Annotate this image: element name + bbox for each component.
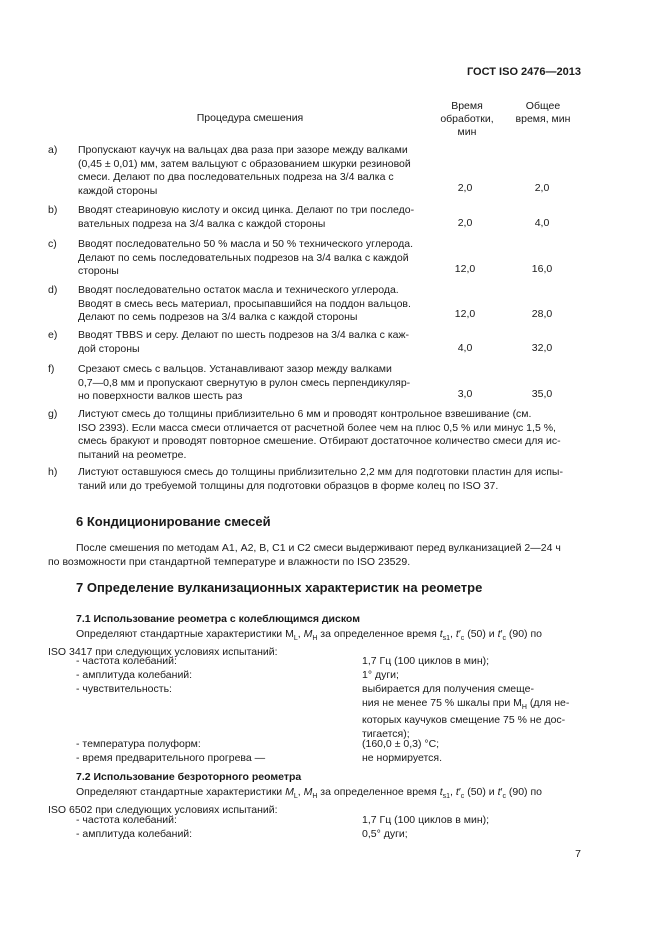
section-6-title: 6 Кондиционирование смесей (76, 514, 271, 529)
text-line: пытаний на реометре. (78, 448, 187, 461)
text-line: выбирается для получения смеще- (362, 683, 534, 695)
step-letter: g) (48, 408, 58, 420)
subsection-7-2-title: 7.2 Использование безроторного реометра (76, 771, 302, 783)
text-line: ISO 3417 при следующих условиях испытаний: (48, 645, 278, 658)
text-line: Пропускают каучук на вальцах два раза при зазоре между валками (78, 144, 408, 156)
text-line: но поверхности валков шесть раз (78, 390, 243, 403)
condition-label: - время предварительного прогрева — (76, 752, 266, 764)
step-total: 16,0 (531, 263, 553, 275)
step-total: 2,0 (534, 182, 550, 194)
text-line: 0,7—0,8 мм и пропускают свернутую в рулон смесь перпендикуляр- (78, 376, 411, 389)
step-total: 32,0 (531, 342, 553, 354)
text-line: Вводят стеариновую кислоту и оксид цинка. Делают по три последо- (78, 204, 415, 216)
step-text (78, 466, 583, 493)
text-line: Вводят последовательно остаток масла и технического углерода. (78, 284, 399, 296)
condition-label: - амплитуда колебаний: (76, 669, 193, 681)
text-line: смесь бракуют и проводят повторное смешение. Отбирают достаточное количество смеси для ис- (78, 435, 561, 448)
condition-label: - чувствительность: (76, 683, 172, 695)
col-time-line: мин (457, 126, 477, 138)
text-line: Вводят в смесь весь материал, просыпавшийся на поддон вальцов. (78, 297, 411, 310)
step-letter: a) (48, 144, 58, 156)
text-line: ния не менее 75 % шкалы при $M_H$ (для не- (362, 696, 570, 711)
col-time-line: обработки, (440, 113, 494, 125)
condition-value: 1,7 Гц (100 циклов в мин); (362, 655, 490, 667)
step-letter: h) (48, 466, 58, 478)
condition-value (362, 683, 582, 741)
text-line: ISO 2393). Если масса смеси отличается от расчетной более чем на плюс 0,5 % или минус 1,5 %, (78, 421, 556, 434)
step-text (78, 204, 430, 231)
step-total: 35,0 (531, 388, 553, 400)
section-6-text (48, 542, 583, 569)
condition-value: (160,0 ± 0,3) °С; (362, 738, 440, 750)
condition-value: 0,5° дуги; (362, 828, 408, 840)
text-line: таний или до требуемой толщины для подготовки образцов в форме колец по ISO 37. (78, 479, 499, 492)
text-line: тигается); (362, 727, 410, 740)
text-line: Вводят последовательно 50 % масла и 50 % технического углерода. (78, 238, 413, 250)
intro-text: Определяют стандартные характеристики M (76, 628, 294, 640)
step-letter: b) (48, 204, 58, 216)
text-line: дой стороны (78, 342, 140, 355)
text-line: смеси. Делают по два последовательных подреза на 3/4 валка с (78, 171, 394, 184)
condition-label: - температура полуформ: (76, 738, 201, 750)
step-time: 3,0 (457, 388, 473, 400)
standard-header: ГОСТ ISO 2476—2013 (466, 66, 581, 78)
text-line: Определяют стандартные характеристики $M_L$, $M_H$ за определенное время $t_{s1}$, $t'_c$ (50) и $t'_c$ (90) по (76, 628, 543, 643)
col-time-header (432, 100, 502, 139)
text-line: Листуют смесь до толщины приблизительно 6 мм и проводят контрольное взвешивание (см. (78, 408, 532, 420)
step-text (78, 408, 583, 462)
text-line: Делают по семь последовательных подрезов на 3/4 валка с каждой (78, 251, 409, 264)
col-total-line: Общее (525, 100, 561, 112)
section-7-title: 7 Определение вулканизационных характеристик на реометре (76, 580, 483, 595)
text-line: Срезают смесь с вальцов. Устанавливают зазор между валками (78, 363, 392, 375)
step-text (78, 144, 430, 198)
text-line: Определяют стандартные характеристики $M_L$, $M_H$ за определенное время $t_{s1}$, $t'_c$ (50) и $t'_c$ (90) по (76, 786, 543, 801)
step-time: 2,0 (457, 182, 473, 194)
col-procedure-header: Процедура смешения (196, 112, 304, 124)
text-line: стороны (78, 265, 119, 278)
condition-label: - частота колебаний: (76, 814, 177, 826)
step-total: 28,0 (531, 308, 553, 320)
col-time-line: Время (451, 100, 483, 112)
text-line: После смешения по методам А1, А2, В, С1 и С2 смеси выдерживают перед вулканизацией 2—24 ч (76, 542, 561, 554)
condition-value: 1° дуги; (362, 669, 399, 681)
text-line: Делают по семь подрезов на 3/4 валка с каждой стороны (78, 311, 358, 324)
step-text (78, 284, 430, 325)
text-line: которых каучуков смещение 75 % не дос- (362, 714, 566, 727)
step-text (78, 238, 430, 279)
text-line: по возможности при стандартной температуре и влажности по ISO 23529. (48, 555, 411, 568)
step-text (78, 329, 430, 356)
step-time: 12,0 (454, 308, 476, 320)
text-part: ния не менее 75 % шкалы при M (362, 696, 522, 709)
step-letter: c) (48, 238, 57, 250)
step-total: 4,0 (534, 217, 550, 229)
subsection-7-1-title: 7.1 Использование реометра с колеблющимся диском (76, 613, 360, 625)
col-total-line: время, мин (515, 113, 571, 125)
subsection-7-2-intro (48, 786, 583, 817)
text-line: каждой стороны (78, 184, 158, 197)
col-total-header (508, 100, 578, 126)
step-text (78, 363, 430, 404)
text-line: вательных подреза на 3/4 валка с каждой стороны (78, 217, 326, 230)
text-line: Листуют оставшуюся смесь до толщины приблизительно 2,2 мм для подготовки пластин для испы- (78, 466, 563, 478)
step-time: 2,0 (457, 217, 473, 229)
page-number: 7 (575, 848, 581, 860)
text-line: Вводят TBBS и серу. Делают по шесть подрезов на 3/4 валка с каж- (78, 329, 410, 341)
condition-value: не нормируется. (362, 752, 443, 764)
step-time: 12,0 (454, 263, 476, 275)
step-time: 4,0 (457, 342, 473, 354)
text-line: (0,45 ± 0,01) мм, затем вальцуют с образованием шкурки резиновой (78, 157, 411, 170)
text-line: ISO 6502 при следующих условиях испытаний: (48, 803, 278, 816)
step-letter: f) (48, 363, 55, 375)
condition-value: 1,7 Гц (100 циклов в мин); (362, 814, 490, 826)
step-letter: d) (48, 284, 58, 296)
step-letter: e) (48, 329, 58, 341)
condition-label: - амплитуда колебаний: (76, 828, 193, 840)
condition-label: - частота колебаний: (76, 655, 177, 667)
